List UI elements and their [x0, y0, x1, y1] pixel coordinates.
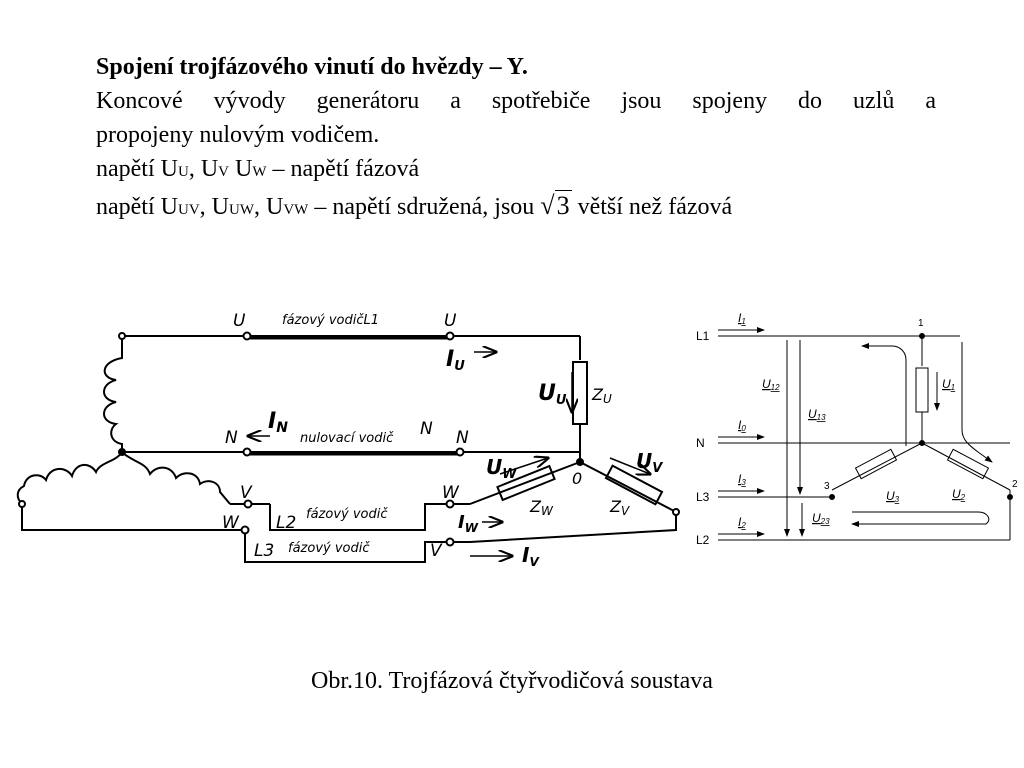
phase-voltage-prefix: napětí U: [96, 156, 178, 182]
terminal-n-right: [457, 449, 464, 456]
left-star-circuit: [18, 333, 679, 563]
label-node-3: 3: [824, 481, 830, 492]
line-voltage-uw-sub: UW: [229, 202, 254, 218]
label-v-right: V: [430, 541, 442, 561]
label-l1: fázový vodičL1: [282, 313, 380, 328]
label-r-u3: U3: [886, 489, 900, 504]
label-r-i1: I1: [738, 311, 746, 326]
terminal-w-left: [242, 527, 249, 534]
label-iw: $I_W$: [458, 512, 478, 535]
phase-voltage-v-sub: V: [218, 164, 230, 180]
sqrt-symbol: √3: [540, 191, 570, 220]
label-zw: ZW: [530, 497, 553, 518]
label-r-l3: L3: [696, 490, 710, 504]
node-2: [1008, 495, 1013, 500]
arrow-loop-right: [962, 342, 992, 462]
label-u-right: U: [444, 311, 457, 331]
label-iv: $I_V$: [522, 543, 539, 569]
line-voltage-prefix: napětí U: [96, 194, 178, 220]
label-r-l2: L2: [696, 533, 710, 547]
phase-voltage-u-sub: U: [177, 164, 189, 180]
line-voltage-suffix: větší než fázová: [577, 194, 733, 220]
label-r-u23-left: U23: [812, 511, 830, 526]
terminal-gen-left: [19, 501, 25, 507]
right-star-circuit: [718, 330, 1013, 540]
label-n-right: N: [456, 428, 469, 448]
generator-coil-u: [104, 336, 122, 452]
label-n-left: N: [225, 428, 238, 448]
sqrt-value: 3: [556, 191, 570, 220]
label-uu: UU: [538, 381, 567, 408]
node-3: [830, 495, 835, 500]
label-zv: ZV: [610, 497, 630, 518]
slide-title: Spojení trojfázového vinutí do hvězdy – Y.: [96, 54, 528, 80]
terminal-v-right: [447, 539, 454, 546]
label-r-u2: U2: [952, 487, 966, 502]
label-r-i2: I2: [738, 515, 746, 530]
line-voltage-vw: , U: [254, 194, 284, 220]
phase-voltage-w: U: [229, 156, 253, 182]
label-node-0: 0: [572, 469, 583, 488]
label-r-l1: L1: [696, 329, 710, 343]
label-l3: L3: [254, 541, 275, 561]
label-neutral: nulovací vodič: [300, 431, 394, 446]
impedance-zu: [573, 362, 587, 424]
node-star: [920, 441, 925, 446]
figure-caption: Obr.10. Trojfázová čtyřvodičová soustava: [311, 668, 713, 694]
phase-voltage-w-sub: W: [252, 164, 267, 180]
label-r-u13: U13: [808, 407, 826, 422]
terminal-gen-top: [119, 333, 125, 339]
terminal-n-left: [244, 449, 251, 456]
label-iu: IU: [446, 347, 465, 374]
branch-3: [832, 443, 922, 490]
label-r-u12: U12: [762, 377, 780, 392]
description-line-1: Koncové vývody generátoru a spotřebiče jsou spojeny do uzlů a: [96, 88, 936, 114]
label-w-left: W: [222, 513, 239, 533]
impedance-1: [916, 368, 928, 412]
arrow-loop-bottom: [852, 512, 989, 524]
terminal-u-right: [447, 333, 454, 340]
line-voltage-uv-sub: UV: [177, 202, 200, 218]
generator-coil-w: [18, 452, 122, 504]
label-node-1: 1: [918, 318, 924, 329]
conductor-v-right: [470, 512, 676, 542]
line-voltage-middle: – napětí sdružená, jsou: [308, 194, 535, 220]
label-r-i3: I3: [738, 472, 746, 487]
node-1: [920, 334, 925, 339]
terminal-gen-right: [673, 509, 679, 515]
label-v-left: V: [240, 483, 252, 503]
left-diagram-labels: [222, 311, 663, 569]
impedance-2: [948, 449, 989, 478]
label-l2-text: fázový vodič: [306, 507, 388, 522]
label-r-i0: I0: [738, 418, 746, 433]
node-gen-star: [119, 449, 125, 455]
label-uv: $U_V$: [636, 449, 663, 476]
line-voltage-uw: , U: [199, 194, 229, 220]
label-node-2: 2: [1012, 479, 1018, 490]
label-r-u1: U1: [942, 377, 956, 392]
line-voltage-vw-sub: VW: [283, 202, 309, 218]
phase-voltage-suffix: – napětí fázová: [266, 156, 420, 182]
generator-coil-v: [122, 452, 230, 504]
arrow-loop-top: [862, 346, 906, 446]
label-u-left: U: [233, 311, 246, 331]
description-line-2: propojeny nulovým vodičem.: [96, 122, 380, 148]
conductor-w-left: [22, 504, 245, 530]
label-n-middle: N: [420, 419, 433, 439]
node-0: [577, 459, 583, 465]
label-zu: ZU: [592, 385, 612, 406]
label-l2: L2: [276, 513, 297, 533]
phase-voltage-v: , U: [188, 156, 219, 182]
label-in: IN: [268, 409, 288, 436]
label-w-right: W: [442, 483, 459, 503]
terminal-u-left: [244, 333, 251, 340]
label-uw: $U_W$: [486, 455, 517, 482]
label-r-n: N: [696, 436, 705, 450]
label-l3-text: fázový vodič: [288, 541, 370, 556]
branch-2: [922, 443, 1010, 490]
